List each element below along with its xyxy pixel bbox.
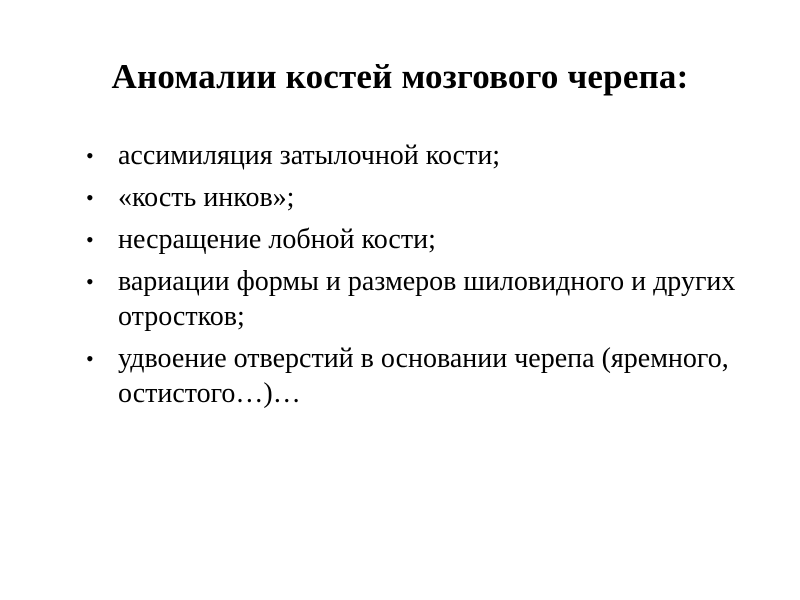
bullet-icon: • bbox=[86, 269, 94, 294]
list-item bbox=[86, 341, 736, 411]
list-item-text: вариации формы и размеров шиловидного и других отростков; bbox=[118, 266, 736, 332]
bullet-icon: • bbox=[86, 143, 94, 168]
list-item-text: ассимиляция затылочной кости; bbox=[118, 140, 501, 171]
list-item-text: удвоение отверстий в основании черепа (яремного, остистого…)… bbox=[118, 343, 729, 409]
list-item-text: «кость инков»; bbox=[118, 182, 295, 213]
list-item bbox=[86, 180, 736, 215]
list-item bbox=[86, 138, 736, 173]
bullet-icon: • bbox=[86, 346, 94, 371]
list-item bbox=[86, 264, 736, 334]
slide-title: Аномалии костей мозгового черепа: bbox=[111, 57, 689, 96]
bullet-icon: • bbox=[86, 185, 94, 210]
list-item bbox=[86, 222, 736, 257]
list-item-text: несращение лобной кости; bbox=[118, 224, 436, 255]
bullet-icon: • bbox=[86, 227, 94, 252]
bullet-list bbox=[86, 138, 736, 418]
